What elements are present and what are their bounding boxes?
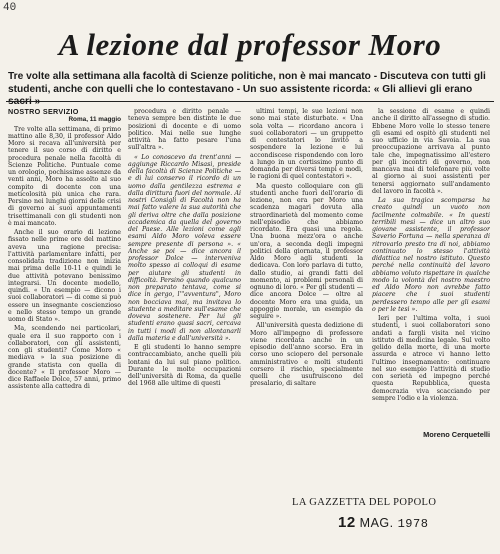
date-year: 1978 <box>397 517 429 531</box>
dateline: Roma, 11 maggio <box>68 116 121 124</box>
date-stamp <box>338 514 428 531</box>
paragraph: All'università questa dedizione di Moro all'impegno di professore viene ricordata anche in un episodio dell'anno scorso. Era in corso uno sciopero del personale amministrativo e molti studenti corsero il rischio, specialmente quelli che usufruiscono del presalario, di saltare <box>250 322 363 388</box>
date-day: 12 <box>338 514 356 531</box>
masthead: LA GAZZETTA DEL POPOLO <box>292 497 437 508</box>
paragraph: ultimi tempi, le sue lezioni non sono mai state disturbate. « Una sola volta — ricordano ancora i suoi collaboratori — un gruppetto di contestatori lo invitò a sospendere la lezione e lui accondiscese rispondendo con loro a lungo in un cortissimo punto di domanda per diversi tempi e modi, le ragioni di quel contestatori ». <box>250 108 363 181</box>
paragraph: E gli studenti lo hanno sempre contraccambiato, anche quelli più lontani da lui sul piano politico. Durante le molte occupazioni dell'università di Roma, da quelle del 1968 alle ultime di questi <box>128 344 241 388</box>
paragraph: Ieri per l'ultima volta, i suoi studenti, i suoi collaboratori sono andati a fargli visita nel vicino istituto di medicina legale. Sul volto gelido della morte, di una morte assurda e atroce vi hanno letto l'ultimo insegnamento: continuare nel suo esempio l'attività di studio con serietà ed impegno perché questa Repubblica, questa democrazia viva scacciando per sempre l'odio e la violenza. <box>372 315 490 402</box>
article-column-3 <box>250 108 363 400</box>
paragraph: La sua tragica scomparsa ha creato quindi un vuoto non facilmente colmabile. « In questi terribili mesi — dice un altro suo giovane assistente, il professor Saverio Fortuna — nella speranza di ritrovarlo presto tra di noi, abbiamo continuato lo stesso l'attività didattica nel nostro istituto. Questo perché nella continuità del lavoro abbiamo voluto rispettare in qualche modo la volontà del nostro maestro ed Aldo Moro non avrebbe fatto piacere che i suoi studenti perdessero tempo alle per gli esami o per le tesi ». <box>372 197 490 313</box>
paragraph: procedura e diritto penale — teneva sempre ben distinte le due posizioni di docente e di uomo politico. Mai nelle sue lunghe attività ha fatto pesare l'una sull'altra ». <box>128 108 241 152</box>
paragraph: la sessione di esame e quindi anche il diritto all'assegno di studio. Ebbene Moro volle lo stesso tenere gli esami ed ospitò gli studenti nel suo ufficio in via Savoia. La sua preoccupazione arrivava al punto tale che, impegnatissimo all'estero per gli incontri di governo, non mancava mai di telefonare più volte al giorno ai suoi assistenti per tenersi aggiornato sull'andamento del lavoro in facoltà ». <box>372 108 490 195</box>
subheadline: Tre volte alla settimana alla facoltà di Scienze politiche, non è mai mancato - Discuteva con tutti gli studenti, anche con quelli che lo contestavano - Un suo assistente ricorda: « Gli allievi gli erano <box>8 71 486 95</box>
divider-rule <box>6 101 494 102</box>
article-column-2 <box>128 108 241 400</box>
paragraph: « Lo conoscevo da trent'anni — aggiunge Riccardo Misasi, preside della facoltà di Scienze Politiche — e di lui conservo il ricordo di un uomo dalla gentilezza estrema e dalla dirittura fuori del normale. Ai nostri Consigli di Facoltà non ha mai fatto valere la sua autorità che gli deriva oltre che dalla posizione accademica da quella del governo del Paese. Alle lezioni come agli esami Aldo Moro voleva essere sempre presente di persona ». « Anche se poi — dice ancora il professor Dolce — interveniva molto spesso ai colloqui di esame per aiutare gli studenti in difficoltà. Persino quando qualcuno non preparato tentava, come si dice in gergo, l'"avventura", Moro non bocciava mai, ma invitava lo studente a meditare sull'esame che doveva sostenere. Per lui gli studenti erano quasi sacri, cercava in tutti i modi di non allontanarli dalla materia e dall'università ». <box>128 153 241 342</box>
paragraph: Ma questo colloquiare con gli studenti anche fuori dell'orario di lezione, non era per Moro una scadenza magari dovuta alla straordinarietà del momento come nell'episodio che abbiamo ricordato. Era quasi una regola. Una buona mezz'ora o anche un'ora, a seconda degli impegni politici della giornata, il professor Aldo Moro agli studenti la dedicava. Con loro parlava di tutto, dallo studio, ai grandi fatti del momento, ai problemi personali di ognuno di loro. « Per gli studenti — dice ancora Dolce — oltre al docente Moro era una guida, un appoggio morale, un esempio da seguire ». <box>250 182 363 320</box>
paragraph: Ma, scendendo nei particolari, quale era il suo rapporto con i collaboratori, con gli assistenti, con gli studenti? Come Moro « mediava » la sua posizione di grande statista con quella di docente? « Il professor Moro — dice Raffaele Dolce, 57 anni, primo assistente alla cattedra di <box>8 325 121 391</box>
kicker: NOSTRO SERVIZIO <box>8 108 79 116</box>
date-month: MAG. <box>359 516 394 530</box>
article-column-1 <box>8 108 121 426</box>
article-column-4 <box>372 108 490 426</box>
paragraph: Tre volte alla settimana, di primo mattino alle 8,30, il professor Aldo Moro si recava all'università per tenere il suo corso di diritto e procedura penale nella facoltà di Scienze Politiche. Puntuale come un orologio, pochissime assenze da venti anni, Moro ha assolto al suo compito di docente con una meticolosità più unica che rara. Persino nei lunghi giorni delle crisi di governo ai suoi appuntamenti trisettimanali con gli studenti non è mai mancato. <box>8 125 121 227</box>
headline: A lezione dal professor Moro <box>58 27 442 62</box>
paragraph: Anche il suo orario di lezione fissato nelle prime ore del mattino aveva una ragione precisa: l'attività parlamentare infatti, per consolidata tradizione non inizia mai prima delle 10-11 e quindi le due attività potevano benissimo integrarsi. Un docente modello, quindi. « Un esempio — dicono i suoi collaboratori — di come si può essere un insegnante coscienzioso e nello stesso tempo un grande uomo di Stato ». <box>8 229 121 323</box>
byline: Moreno Cerquetelli <box>423 430 490 439</box>
page-number: 40 <box>3 2 17 14</box>
